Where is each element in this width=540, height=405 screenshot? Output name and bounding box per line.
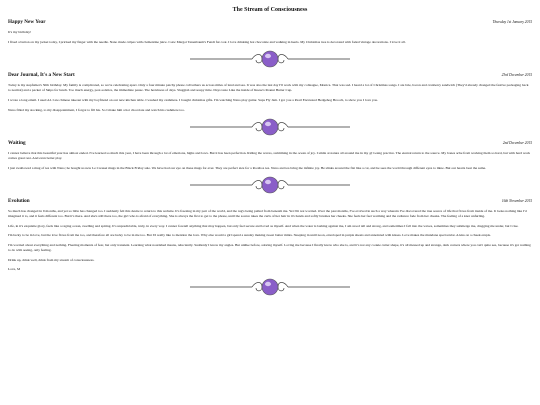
post-paragraph: Nano filled my stocking, to my disappointment, I forgot to fill his. So I make him a hot chocolate and watch his cashmere too. <box>8 107 185 112</box>
post-paragraph: I cannot believe that this beautiful year has almost ended. I've learned so much this year, I have been through a lot of emotions, highs and lows. But it has been perfection. Riding the waves, swimming in the ocean of joy. I smile at nature all around me in my @ Going practice. The eternal return to the source. My bones ache from working them so hard, but with hard work comes great rest. And even better play. <box>8 151 531 160</box>
post <box>8 72 532 112</box>
post-header <box>8 198 532 204</box>
post <box>8 140 532 170</box>
post-header <box>8 140 532 146</box>
post-title[interactable]: Waiting <box>8 140 26 147</box>
ornament-divider <box>190 277 350 297</box>
post-paragraph: I'm worried about everything and nothing. Fleeting moments of fear, but only transient. Learning what nourished means, reluctantly. Suddenly I know my angles. But unlike before, adoring myself. Loving me because I finally know who she is, and it's not any cookie cutter shape, it's all messed up and strange, dark corners where you can't quite see, because it's got nothing to do with seeing, only feeling. <box>8 243 531 252</box>
post-paragraph: So much has changed in 9 months, and yet so little has changed too. I suddenly felt this desire to return to this website. It's freezing in my part of the world, and the rug's being pulled from beneath me. Yet I'm not worried. Over the past months, I've evolved in such a way wherein I've discovered the true source of life that flows from inside of me. It looks nothing like I'd imagined it to, and it feels different too. But it's there. And she's still there too, the girl who is afraid of everything. She is always the first to get to the phone, until the source takes the curls of her hair in it's hands and softly brushes her cheeks. She feels her feet warming and the radiance fade from her cheeks. The feeling of a knot unfurling. <box>8 209 527 219</box>
ornament-icon <box>190 49 350 69</box>
ornament-divider <box>190 49 350 69</box>
post-date: Thursday 1st January 2015 <box>492 20 532 24</box>
post-paragraph: I just swallowed a mug of tea with Nano; he bought us new Le Creuset mugs in the Black Friday sale. We have had our eye on these mugs for ever. They are perfect size for a Rooibos tea. Nano and tea bring me infinite joy. He slinks around the flat like a cat, and he sees the world through different eyes to mine. But our hearts beat the same. <box>8 165 487 170</box>
post-title[interactable]: Happy New Year <box>8 19 46 25</box>
post-paragraph: Today is my stepfather's 50th birthday. My family is complicated, so we're celebrating apart. Only a four minute patchy phone call tethers us across miles of land and sea. It was also the last day I'll work with my colleague, Monica. That was sad. I heard a lot of Christmas songs. I ate brie, bacon and cranberry sandwich (They'd already changed the festive packaging back to normal) and a packet of Skips for lunch. Too much energy, post-solstice, the immediate pause. The heaviness of days. Sluggish and soupy time. Days taste Like the inside of Reese's Peanut Butter Cup. <box>8 83 529 93</box>
post-title[interactable]: Dear Journal, It's a New Start <box>8 72 75 79</box>
ornament-icon <box>190 277 350 297</box>
post-paragraph: It's my birthday! <box>8 30 32 34</box>
post-paragraph: I'm lucky to be in love, but the love flows from me too, and therefore all are lucky to be in me too. But I'd really like to mention the love. Why else would a girl spend a sunday making sweet butter mints. Sleeping in until noon, enveloped in purple sheets and annointed with kisses. Love makes the mundane spectacular. A kiss on a cheek erupts. <box>8 233 491 238</box>
post-date: 16th November 2015 <box>501 199 532 204</box>
post-header <box>8 72 532 78</box>
post-header <box>8 19 532 25</box>
post-title[interactable]: Evolution <box>8 198 30 205</box>
post-paragraph: Love, M <box>8 267 21 272</box>
post-date: 23rd December 2015 <box>501 73 532 78</box>
post-paragraph: I wrote a long email. I used AI. I ate chinese takeout with my boyfriend on our new kitchen table. I washed my cashmere. I bought christmas gifts. I'm watching Nano play guitar. Sups Fly Jam. I got you a Pearl Encrusted Hedgehog Brooch, to show you I love you. <box>8 97 378 102</box>
post <box>8 19 532 44</box>
post-date: 2nd December 2015 <box>502 141 532 146</box>
post <box>8 198 532 272</box>
ornament-divider <box>190 175 350 195</box>
ornament-divider <box>190 117 350 137</box>
post-paragraph: Drink up, drink well, drink from my stream of consciousness. <box>8 257 95 262</box>
blog-title: The Stream of Consciousness <box>232 7 308 13</box>
post-paragraph: I fixed a button on my jacket today, I pricked my finger with the needle. Nano made crêpes with clementine juice. I saw Margot Tenenbaum's Fendi fur coat. I love drinking hot chocolate and walking in heels. My Christmas tree is decorated with faded vintage decorations. I love it all. <box>8 39 406 44</box>
ornament-icon <box>190 175 350 195</box>
post-paragraph: Life, in it's exquisite glory, feels like a raging ocean, swelling and spiring. It's unpredictable, truly, in every way. I cannot foretell anything that may happen, but only feel secure and loved as myself. And when the water is lashing against me, I am stood tall and strong, and sometimes I fall into the waves, sometimes they submerge me, dragging me under, but I rise. <box>8 223 519 228</box>
ornament-icon <box>190 117 350 137</box>
